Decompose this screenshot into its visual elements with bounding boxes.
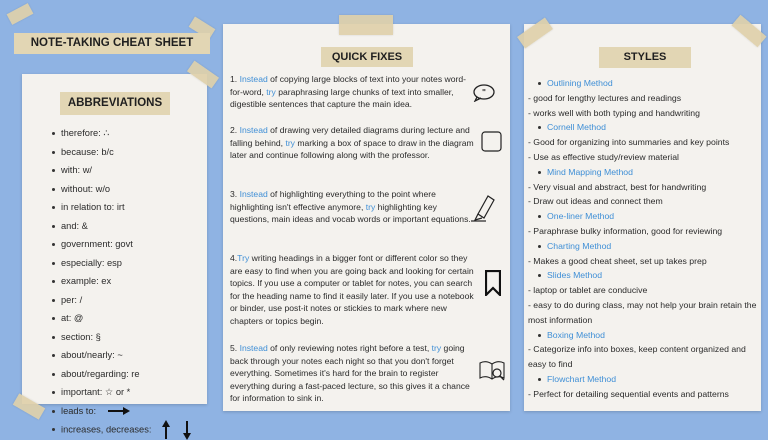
list-item: - Paraphrase bulky information, good for reviewing (528, 225, 723, 236)
bookmark-icon (485, 270, 501, 296)
list-item: Outlining Method (528, 76, 758, 91)
list-item: therefore: ∴ (52, 124, 192, 143)
up-arrow-icon (161, 420, 171, 440)
list-item: Charting Method (528, 239, 758, 254)
list-item-text: leads to: (61, 405, 97, 416)
list-item: - Good for organizing into summaries and key points (528, 137, 730, 148)
list-item: - Perfect for detailing sequential events and patterns (528, 388, 729, 399)
list-item: at: @ (52, 309, 192, 328)
list-item: - good for lengthy lectures and readings (528, 92, 682, 103)
list-item: Mind Mapping Method (528, 165, 758, 180)
tape-decoration (7, 3, 34, 25)
list-item: - Makes a good cheat sheet, set up takes prep (528, 255, 707, 266)
quote-bubble-icon (473, 84, 495, 102)
list-item: especially: esp (52, 254, 192, 273)
list-item: section: § (52, 328, 192, 347)
list-item (52, 420, 192, 440)
right-arrow-icon (107, 406, 131, 416)
abbreviations-card (22, 74, 207, 435)
tip-2: 2. Instead of drawing very detailed diagrams during lecture and falling behind, try marking a box of space to draw in the diagram later and continue following along with the professor. (230, 125, 474, 161)
list-item: about/nearly: ~ (52, 346, 192, 365)
list-item (52, 402, 192, 421)
quick-fixes-heading: QUICK FIXES (321, 47, 413, 67)
list-item: Cornell Method (528, 120, 758, 135)
list-item: - Categorize info into boxes, keep content organized and easy to find (528, 344, 746, 370)
down-arrow-icon (182, 420, 192, 440)
tip-3: 3. Instead of highlighting everything to the point where highlighting isn't effective anymore, try highlighting key questions, main ideas and vocab words or important equations. (230, 189, 471, 225)
list-item: - Draw out ideas and connect them (528, 196, 663, 207)
list-item: Flowchart Method (528, 372, 758, 387)
book-search-icon (479, 360, 506, 382)
list-item: - Very visual and abstract, best for handwriting (528, 181, 707, 192)
tip-5: 5. Instead of only reviewing notes right before a test, try going back through your notes each night so that you don't forget everything. Sometimes it's hard for the brain to register everything during a fast-paced lecture, so this gives it a chance for information to sink in. (230, 343, 470, 404)
list-item: government: govt (52, 235, 192, 254)
tip-4: 4.Try writing headings in a bigger font or different color so they are easy to find when you are going back and looking for certain topics. If you use a computer or tablet for notes, you can search for the heading name to find it easily later. If you use a notebook or binder, use post-it notes or stickies to mark where new chapters or topics begin. (230, 253, 474, 326)
list-item: about/regarding: re (52, 365, 192, 384)
square-box-icon (481, 131, 502, 152)
styles-card (524, 24, 761, 411)
styles-heading: STYLES (599, 47, 691, 68)
tip-1: 1. Instead of copying large blocks of text into your notes word-for-word, try paraphrasing large chunks of text into smaller, digestible sentences that capture the main idea. (230, 74, 467, 110)
highlighter-icon (470, 192, 496, 222)
list-item: - laptop or tablet are conducive (528, 285, 648, 296)
list-item: with: w/ (52, 161, 192, 180)
list-item: - works well with both typing and handwriting (528, 107, 700, 118)
abbreviations-heading: ABBREVIATIONS (60, 92, 170, 115)
tape-decoration (339, 15, 393, 35)
quick-fixes-card (223, 24, 510, 411)
list-item: Boxing Method (528, 328, 758, 343)
list-item: - Use as effective study/review material (528, 151, 679, 162)
list-item: in relation to: irt (52, 198, 192, 217)
abbreviations-list (52, 124, 192, 440)
list-item-text: increases, decreases: (61, 424, 152, 435)
list-item: per: / (52, 291, 192, 310)
list-item: example: ex (52, 272, 192, 291)
list-item: important: ☆ or * (52, 383, 192, 402)
list-item: and: & (52, 217, 192, 236)
page-title: NOTE-TAKING CHEAT SHEET (14, 33, 210, 54)
list-item: without: w/o (52, 180, 192, 199)
list-item: Slides Method (528, 268, 758, 283)
list-item: because: b/c (52, 143, 192, 162)
list-item: - easy to do during class, may not help your brain retain the most information (528, 299, 757, 325)
list-item: One-liner Method (528, 209, 758, 224)
svg-text:": " (481, 88, 487, 97)
styles-list (528, 76, 758, 402)
